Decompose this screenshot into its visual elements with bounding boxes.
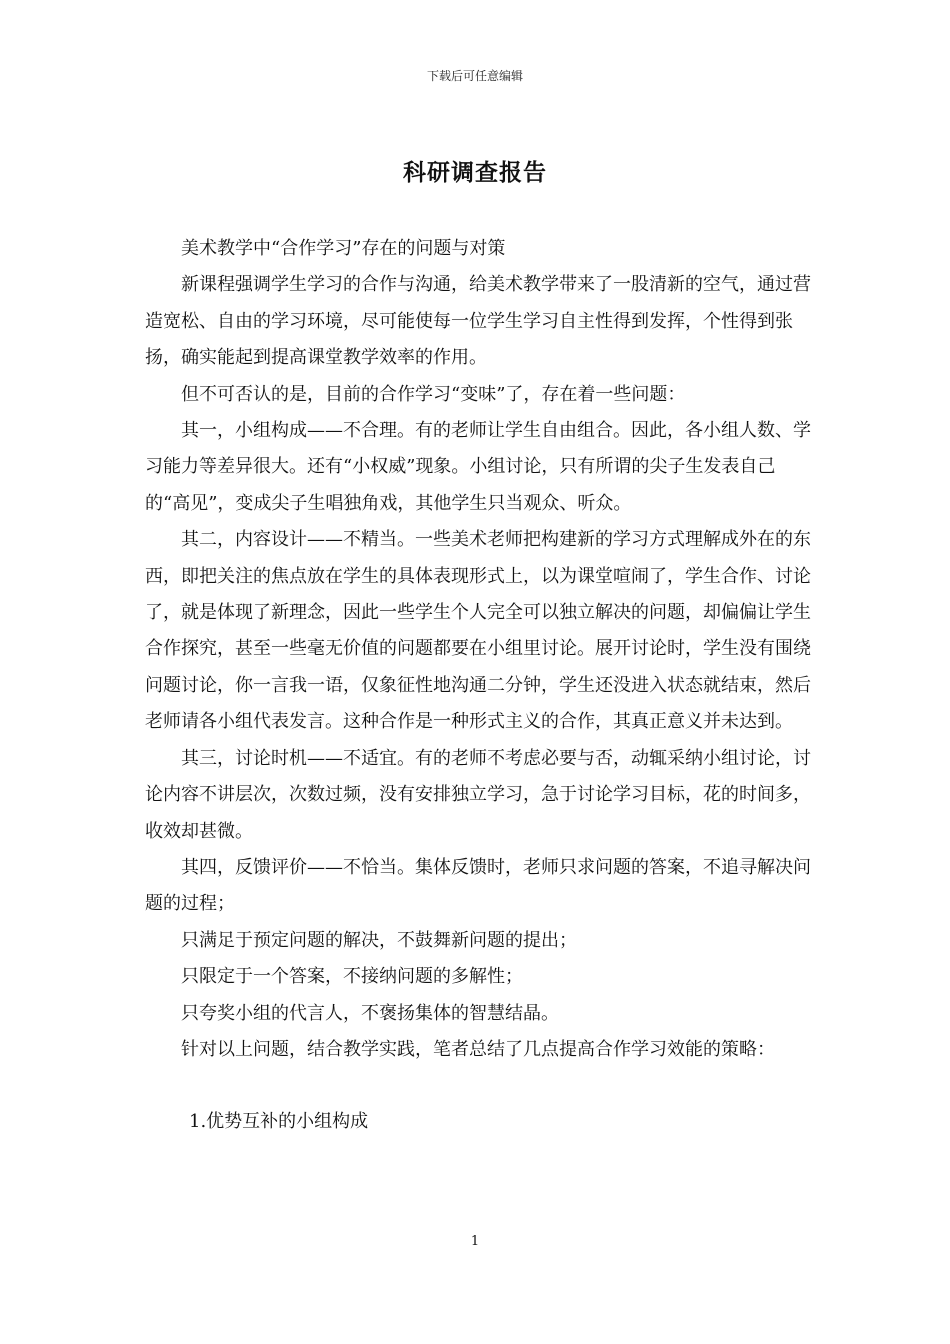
document-subtitle: 美术教学中“合作学习”存在的问题与对策 xyxy=(181,238,506,259)
paragraph-problem-4: 其四，反馈评价——不恰当。集体反馈时，老师只求问题的答案，不追寻解决问题的过程； xyxy=(145,856,811,915)
paragraph-problem-3: 其三，讨论时机——不适宜。有的老师不考虑必要与否，动辄采纳小组讨论，讨论内容不讲层次，次数过频，没有安排独立学习，急于讨论学习目标，花的时间多，收效却甚微。 xyxy=(145,747,811,842)
section-heading: 1.优势互补的小组构成 xyxy=(189,1111,369,1133)
paragraph-bullet-1: 只满足于预定问题的解决，不鼓舞新问题的提出； xyxy=(181,929,577,951)
paragraph-bullet-2: 只限定于一个答案，不接纳问题的多解性； xyxy=(181,966,523,988)
paragraph-problems-lead: 但不可否认的是，目前的合作学习“变味”了，存在着一些问题： xyxy=(181,383,686,405)
document-body xyxy=(145,231,815,1141)
document-title: 科研调查报告 xyxy=(403,159,547,186)
paragraph-bullet-3: 只夸奖小组的代言人，不褒扬集体的智慧结晶。 xyxy=(181,1002,559,1024)
paragraph-problem-2: 其二，内容设计——不精当。一些美术老师把构建新的学习方式理解成外在的东西，即把关注的焦点放在学生的具体表现形式上，以为课堂喧闹了，学生合作、讨论了，就是体现了新理念，因此一些学生个人完全可以独立解决的问题，却偏偏让学生合作探究，甚至一些毫无价值的问题都要在小组里讨论。展开讨论时，学生没有围绕问题讨论，你一言我一语，仅象征性地沟通二分钟，学生还没进入状态就结束，然后老师请各小组代表发言。这种合作是一种形式主义的合作，其真正意义并未达到。 xyxy=(145,529,811,733)
paragraph-spacer xyxy=(145,1068,815,1104)
page-number: 1 xyxy=(470,1234,480,1249)
paragraph-strategies-lead: 针对以上问题，结合教学实践，笔者总结了几点提高合作学习效能的策略： xyxy=(181,1038,775,1060)
page-header-note: 下载后可任意编辑 xyxy=(426,69,523,83)
paragraph-problem-1: 其一，小组构成——不合理。有的老师让学生自由组合。因此，各小组人数、学习能力等差异很大。还有“小权威”现象。小组讨论，只有所谓的尖子生发表自己的“高见”，变成尖子生唱独角戏，其他学生只当观众、听众。 xyxy=(145,420,811,514)
paragraph-intro: 新课程强调学生学习的合作与沟通，给美术教学带来了一股清新的空气，通过营造宽松、自由的学习环境，尽可能使每一位学生学习自主性得到发挥，个性得到张扬，确实能起到提高课堂教学效率的作用。 xyxy=(145,274,811,369)
